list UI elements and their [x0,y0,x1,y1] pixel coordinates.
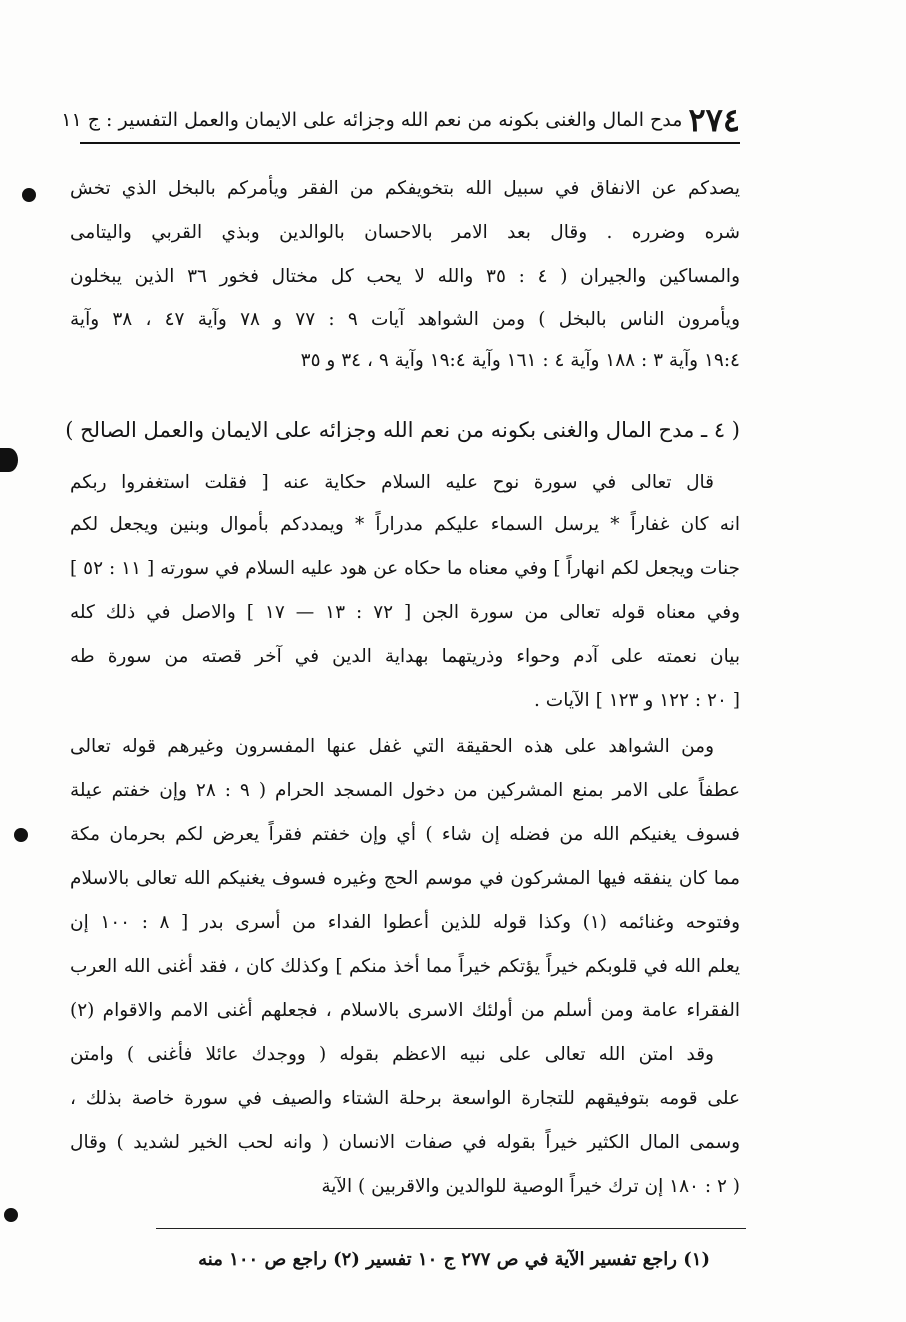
footnote: (١) راجع تفسير الآية في ص ٢٧٧ ج ١٠ تفسير (٢) راجع ص ١٠٠ منه [198,1249,710,1270]
text-line: [ ٢٠ : ١٢٢ و ١٢٣ ] الآيات . [534,690,740,711]
text-line: الفقراء عامة ومن أسلم من أولئك الاسرى بالاسلام ، فجعلهم أغنى الامم والاقوام (٢) [70,1000,740,1021]
scan-speck [0,448,18,472]
text-line: والمساكين والجيران ( ٤ : ٣٥ والله لا يحب كل مختال فخور ٣٦ الذين يبخلون [70,266,741,287]
text-line: ويأمرون الناس بالبخل ) ومن الشواهد آيات ٩ : ٧٧ و ٧٨ وآية ٤٧ ، ٣٨ وآية [70,309,741,330]
text-line: وفتوحه وغنائمه (١) وكذا قوله للذين أعطوا الفداء من أسرى بدر [ ٨ : ١٠٠ إن [70,912,741,933]
running-title: مدح المال والغنى بكونه من نعم الله وجزائه على الايمان والعمل التفسير : ج ١١ [61,109,683,131]
text-line: بيان نعمته على آدم وحواء وذريتهما بهداية الدين في آخر قصته من سورة طه [70,646,740,667]
text-line: على قومه بتوفيقهم للتجارة الواسعة برحلة الشتاء والصيف في سورة خاصة بذلك ، [70,1088,740,1109]
text-line: وقد امتن الله تعالى على نبيه الاعظم بقوله ( ووجدك عائلا فأغنى ) وامتن [70,1044,714,1065]
page-number: ٢٧٤ [688,101,740,139]
header-rule [80,142,740,144]
text-line: انه كان غفاراً * يرسل السماء عليكم مدراراً * ويمددكم بأموال وبنين ويجعل لكم [70,514,740,535]
scan-speck [4,1208,18,1222]
text-line: عطفاً على الامر بمنع المشركين من دخول المسجد الحرام ( ٩ : ٢٨ وإن خفتم عيلة [70,780,740,801]
text-line: ( ٢ : ١٨٠ إن ترك خيراً الوصية للوالدين والاقربين ) الآية [321,1176,740,1197]
text-line: قال تعالى في سورة نوح عليه السلام حكاية عنه [ فقلت استغفروا ربكم [70,472,714,493]
text-line: مما كان ينفقه فيها المشركون في موسم الحج وغيره فسوف يغنيكم الله تعالى بالاسلام [70,868,740,889]
text-line: شره وضرره . وقال بعد الامر بالاحسان بالوالدين وبذي القربي واليتامى [70,222,740,243]
text-line: يصدكم عن الانفاق في سبيل الله بتخويفكم من الفقر ويأمركم بالبخل الذي تخش [70,178,740,199]
scan-speck [22,188,36,202]
scan-speck [14,828,28,842]
text-line: وفي معناه قوله تعالى من سورة الجن [ ٧٢ : ١٣ — ١٧ ] والاصل في ذلك كله [70,602,741,623]
section-heading: ( ٤ ـ مدح المال والغنى بكونه من نعم الله وجزائه على الايمان والعمل الصالح ) [65,418,740,442]
text-line: وسمى المال الكثير خيراً بقوله في صفات الانسان ( وانه لحب الخير لشديد ) وقال [70,1132,740,1153]
page-header [61,96,740,140]
footnote-rule [156,1228,746,1229]
text-line: يعلم الله في قلوبكم خيراً يؤتكم خيراً مما أخذ منكم ] وكذلك كان ، فقد أغنى الله العرب [70,956,740,977]
text-line: فسوف يغنيكم الله من فضله إن شاء ) أي وإن خفتم فقراً يعرض لكم بحرمان مكة [70,824,740,845]
text-line: ١٩:٤ وآية ٣ : ١٨٨ وآية ٤ : ١٦١ وآية ١٩:٤ وآية ٩ ، ٣٤ و ٣٥ [300,350,740,371]
text-line: ومن الشواهد على هذه الحقيقة التي غفل عنها المفسرون وغيرهم قوله تعالى [70,736,714,757]
text-line: جنات ويجعل لكم انهاراً ] وفي معناه ما حكاه عن هود عليه السلام في سورته [ ١١ : ٥٢ ] [70,558,740,579]
